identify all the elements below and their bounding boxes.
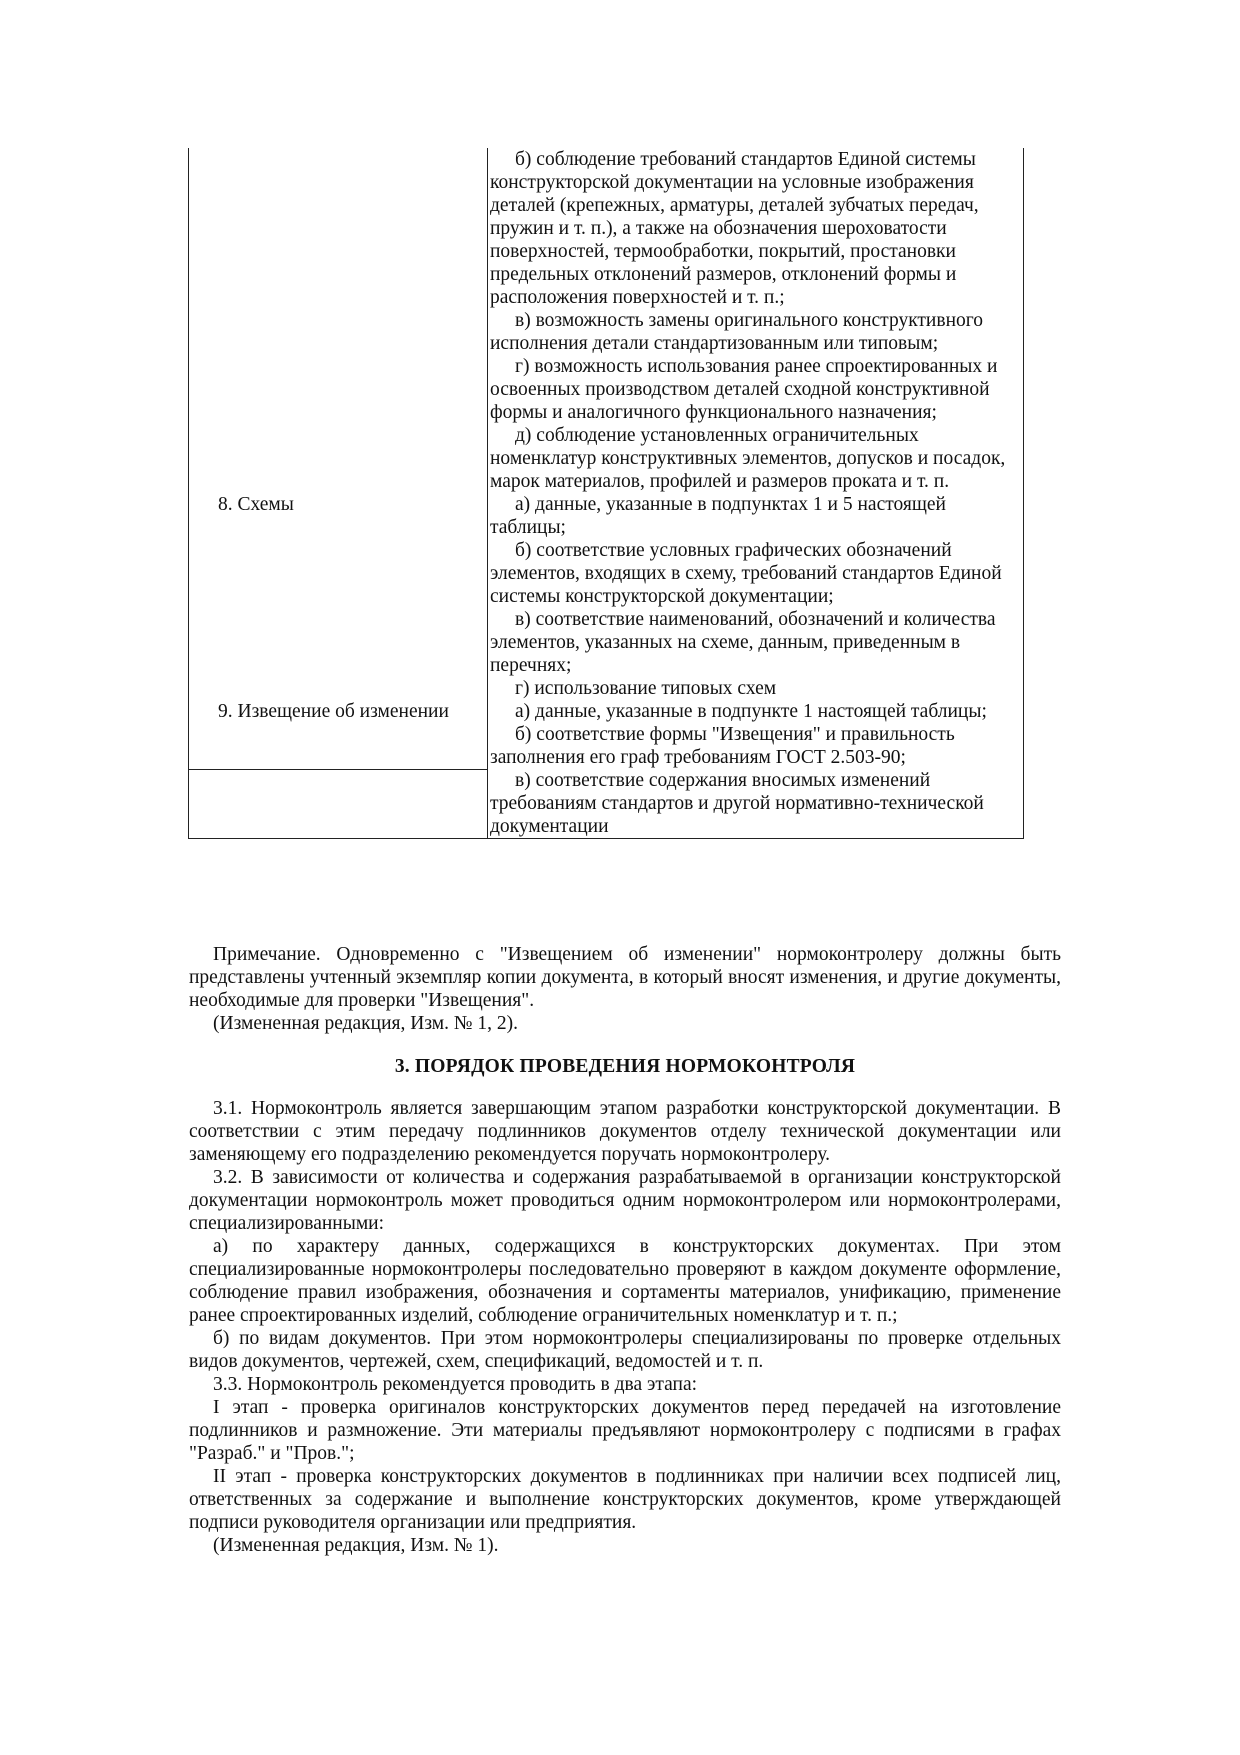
paragraph-3-2: 3.2. В зависимости от количества и содержания разрабатываемой в организации конструкторской документации нормоконтроль может проводиться одним нормоконтролером или нормоконтролерами, специализированными:	[189, 1167, 1061, 1234]
row-label: 9. Извещение об изменении	[218, 701, 449, 722]
paragraph-stage-2: II этап - проверка конструкторских документов в подлинниках при наличии всех подписей лиц, ответственных за содержание и выполнение конструкторских документов, кроме утверждающей подписи руководителя организации или предприятия.	[189, 1466, 1061, 1533]
table-item: в) возможность замены оригинального конструктивного исполнения детали стандартизованным или типовым;	[490, 310, 984, 354]
table-item: а) данные, указанные в подпункте 1 настоящей таблицы;	[515, 701, 987, 722]
table-item: а) данные, указанные в подпунктах 1 и 5 настоящей таблицы;	[490, 494, 946, 538]
paragraph-stage-1: I этап - проверка оригиналов конструкторских документов перед передачей на изготовление подлинников и размножение. Эти материалы предъявляют нормоконтролеру с подписями в графах "Разраб." и "Пров.";	[189, 1397, 1061, 1464]
note-paragraph: Примечание. Одновременно с "Извещением об изменении" нормоконтролеру должны быть представлены учтенный экземпляр копии документа, в который вносят изменения, и другие документы, необходимые для проверки "Извещения".	[189, 944, 1061, 1011]
section-heading: 3. ПОРЯДОК ПРОВЕДЕНИЯ НОРМОКОНТРОЛЯ	[394, 1056, 856, 1077]
row-label: 8. Схемы	[218, 494, 294, 515]
table-row	[189, 769, 1024, 839]
table-item: б) соблюдение требований стандартов Единой системы конструкторской документации на условные изображения деталей (крепежных, арматуры, деталей зубчатых передач, пружин и т. п.), а также на обозначения шероховатости поверхностей, термообработки, покрытий, простановки предельных отклонений размеров, отклонений формы и расположения поверхностей и т. п.;	[490, 149, 979, 308]
table-item: г) возможность использования ранее спроектированных и освоенных производством деталей сходной конструктивной формы и аналогичного функционального назначения;	[490, 356, 998, 423]
revision-note: (Измененная редакция, Изм. № 1).	[213, 1535, 499, 1556]
table-item: в) соответствие наименований, обозначений и количества элементов, указанных на схеме, данным, приведенным в перечнях;	[490, 609, 996, 676]
note-revision: (Измененная редакция, Изм. № 1, 2).	[213, 1013, 518, 1034]
requirements-table	[188, 148, 1024, 839]
table-row	[189, 700, 1024, 769]
table-row	[189, 493, 1024, 700]
table-item: б) соответствие формы "Извещения" и правильность заполнения его граф требованиям ГОСТ 2.503-90;	[490, 724, 955, 768]
paragraph-3-2-a: а) по характеру данных, содержащихся в конструкторских документах. При этом специализированные нормоконтролеры последовательно проверяют в каждом документе оформление, соблюдение правил изображения, обозначения и сортаменты материалов, унификацию, применение ранее спроектированных изделий, соблюдение ограничительных номенклатур и т. п.;	[189, 1236, 1061, 1326]
table-item: в) соответствие содержания вносимых изменений требованиям стандартов и другой нормативно-технической документации	[490, 770, 984, 837]
table-item: д) соблюдение установленных ограничительных номенклатур конструктивных элементов, допусков и посадок, марок материалов, профилей и размеров проката и т. п.	[490, 425, 1006, 492]
table-item: б) соответствие условных графических обозначений элементов, входящих в схему, требований стандартов Единой системы конструкторской документации;	[490, 540, 1002, 607]
paragraph-3-3: 3.3. Нормоконтроль рекомендуется проводить в два этапа:	[213, 1374, 698, 1395]
table-item: г) использование типовых схем	[515, 678, 777, 699]
paragraph-3-2-b: б) по видам документов. При этом нормоконтролеры специализированы по проверке отдельных видов документов, чертежей, схем, спецификаций, ведомостей и т. п.	[189, 1328, 1061, 1372]
table-row	[189, 148, 1024, 493]
body-text	[189, 943, 1061, 1557]
paragraph-3-1: 3.1. Нормоконтроль является завершающим этапом разработки конструкторской документации. В соответствии с этим передачу подлинников документов отделу технической документации или заменяющему его подразделению рекомендуется поручать нормоконтролеру.	[189, 1098, 1061, 1165]
